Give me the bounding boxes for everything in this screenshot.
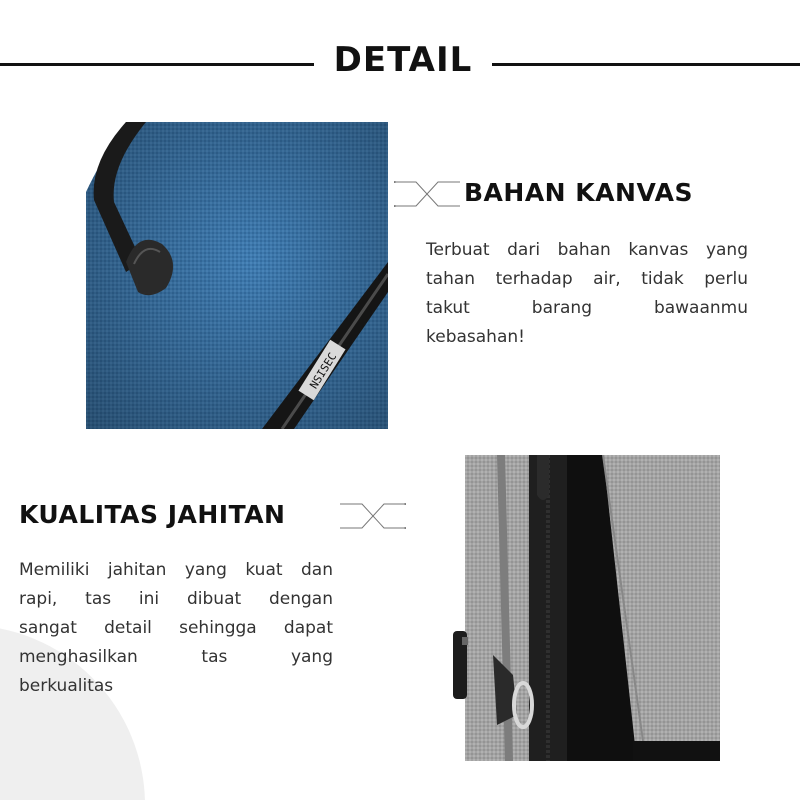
section-text-bahan-kanvas <box>426 236 748 352</box>
text-line: Memiliki jahitan yang kuat dan <box>19 560 333 580</box>
text-line: tahan terhadap air, tidak perlu <box>426 269 748 289</box>
text-line: menghasilkan tas yang <box>19 647 333 667</box>
section-heading-bahan-kanvas: BAHAN KANVAS <box>464 178 693 207</box>
blue-canvas-photo <box>86 122 388 429</box>
grey-stitching-illustration <box>453 455 720 761</box>
grey-stitching-photo <box>453 455 720 761</box>
strap-brand-text: NSISEC <box>307 350 340 392</box>
header-rule-left <box>0 63 314 66</box>
header-rule-right <box>492 63 800 66</box>
blue-canvas-illustration <box>86 122 388 429</box>
text-line: kebasahan! <box>426 327 525 347</box>
text-line: sangat detail sehingga dapat <box>19 618 333 638</box>
page-title: DETAIL <box>333 40 473 80</box>
text-line: Terbuat dari bahan kanvas yang <box>426 240 748 260</box>
section-text-kualitas-jahitan <box>19 556 333 701</box>
connector-icon <box>340 500 406 532</box>
text-line: berkualitas <box>19 676 114 696</box>
connector-icon <box>394 178 460 210</box>
text-line: rapi, tas ini dibuat dengan <box>19 589 333 609</box>
text-line: takut barang bawaanmu <box>426 298 748 318</box>
section-heading-kualitas-jahitan: KUALITAS JAHITAN <box>19 500 286 529</box>
